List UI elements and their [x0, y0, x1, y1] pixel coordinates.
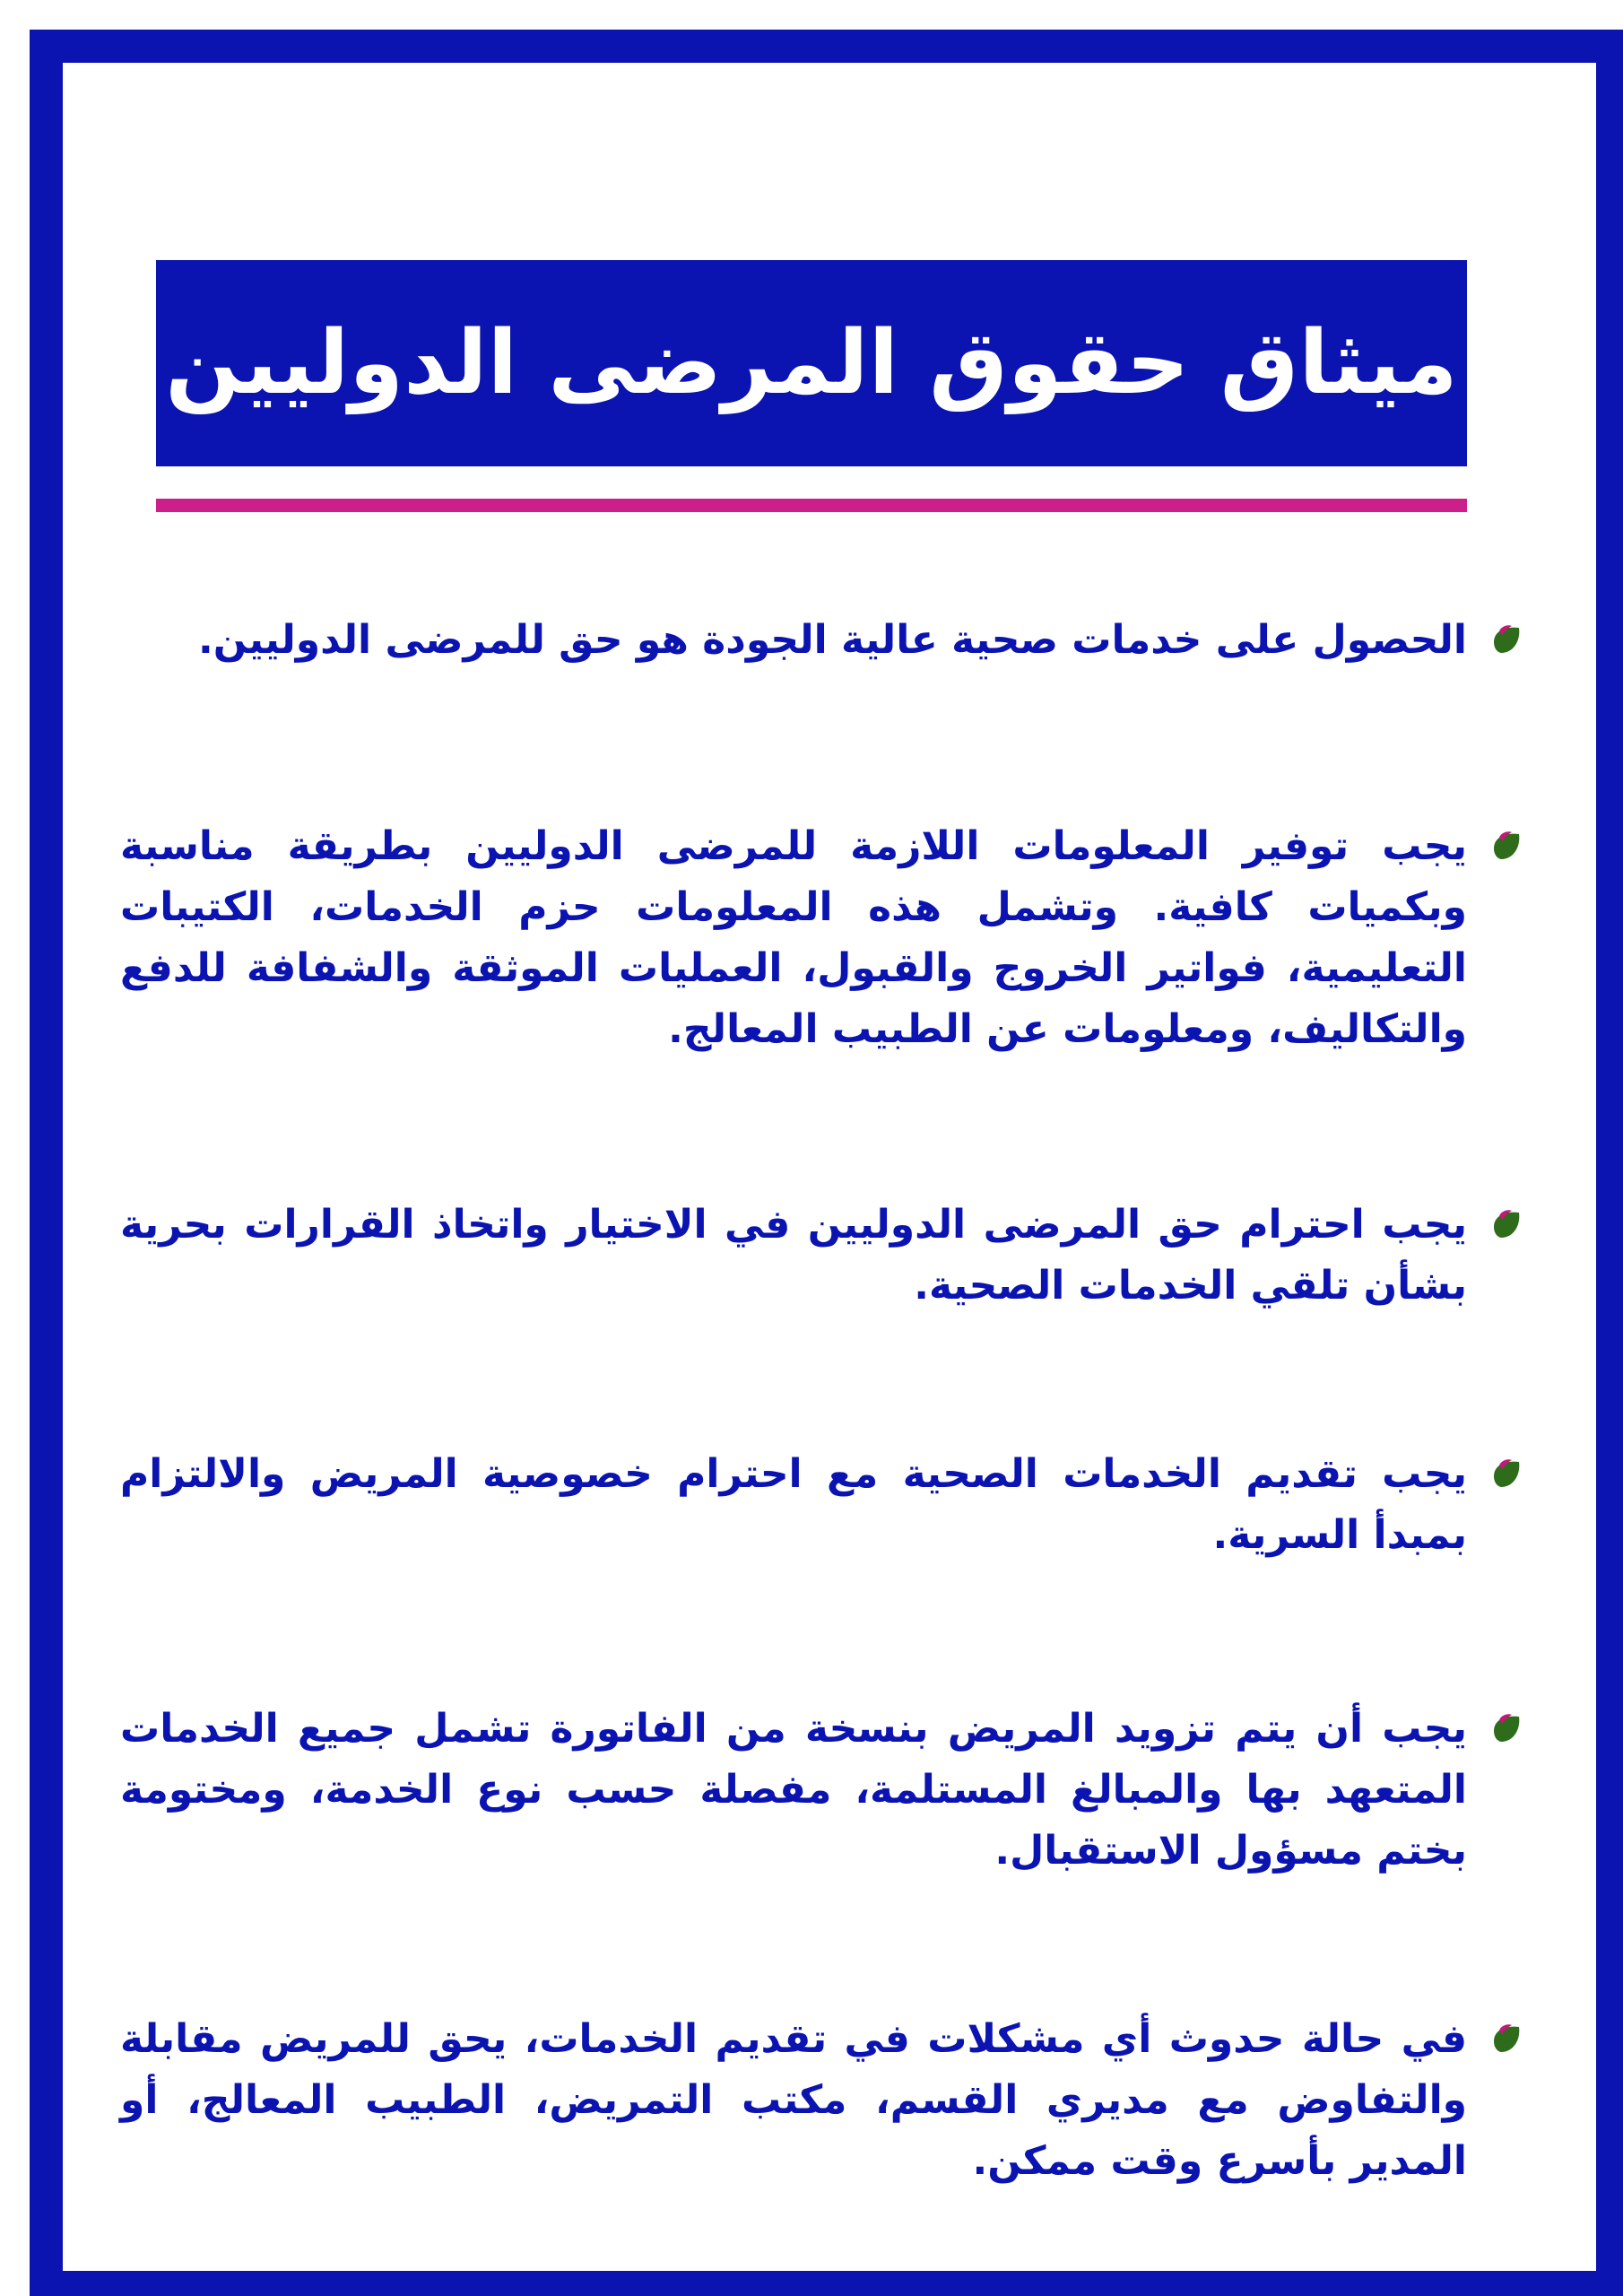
list-item: [117, 816, 1524, 1060]
leaf-bullet-icon: [1488, 2022, 1524, 2057]
list-item-text: في حالة حدوث أي مشكلات في تقديم الخدمات، يحق للمريض مقابلة والتفاوض مع مديري القسم، مكتب التمريض، الطبيب المعالج، أو المدير بأسرع وقت ممكن.: [120, 2016, 1467, 2184]
list-item: [117, 1195, 1524, 1317]
list-item: [117, 1699, 1524, 1882]
list-item: [117, 1444, 1524, 1566]
list-item-text: الحصول على خدمات صحية عالية الجودة هو حق للمرضى الدوليين.: [198, 617, 1467, 663]
leaf-bullet-icon: [1488, 1457, 1524, 1492]
list-item-text: يجب احترام حق المرضى الدوليين في الاختيار واتخاذ القرارات بحرية بشأن تلقي الخدمات الصحية.: [120, 1202, 1467, 1309]
page-title: ميثاق حقوق المرضى الدوليين: [165, 312, 1458, 414]
list-item: [117, 2009, 1524, 2192]
list-item-text: يجب تقديم الخدمات الصحية مع احترام خصوصية المريض والالتزام بمبدأ السرية.: [120, 1451, 1467, 1558]
leaf-bullet-icon: [1488, 622, 1524, 658]
list-item: [117, 610, 1524, 671]
list-item-text: يجب أن يتم تزويد المريض بنسخة من الفاتورة تشمل جميع الخدمات المتعهد بها والمبالغ المستلمة، مفصلة حسب نوع الخدمة، ومختومة بختم مسؤول الاستقبال.: [120, 1706, 1467, 1874]
leaf-bullet-icon: [1488, 1711, 1524, 1747]
rights-list: [117, 0, 1524, 2296]
leaf-bullet-icon: [1488, 1207, 1524, 1243]
leaf-bullet-icon: [1488, 829, 1524, 865]
list-item-text: يجب توفير المعلومات اللازمة للمرضى الدوليين بطريقة مناسبة وبكميات كافية. وتشمل هذه المعلومات حزم الخدمات، الكتيبات التعليمية، فواتير الخروج والقبول، العمليات الموثقة والشفافة للدفع والتكاليف، ومعلومات عن الطبيب المعالج.: [120, 823, 1467, 1052]
